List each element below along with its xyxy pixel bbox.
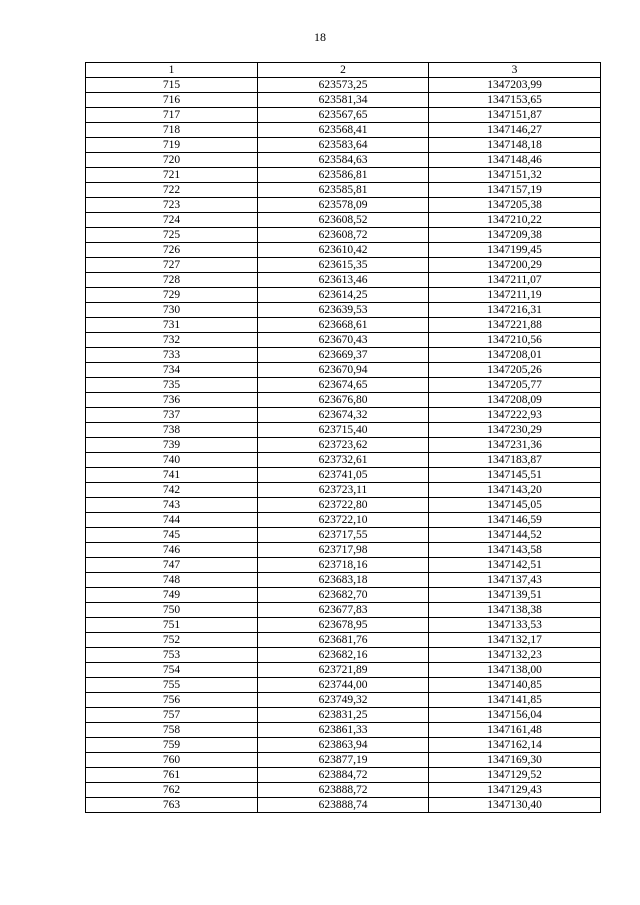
table-row — [86, 123, 601, 138]
point-number-cell: 726 — [86, 243, 258, 258]
table-row — [86, 423, 601, 438]
y-coordinate-cell: 1347140,85 — [429, 678, 601, 693]
y-coordinate-cell: 1347132,23 — [429, 648, 601, 663]
y-coordinate-cell: 1347145,51 — [429, 468, 601, 483]
table-row — [86, 528, 601, 543]
point-number-cell: 755 — [86, 678, 258, 693]
y-coordinate-cell: 1347129,52 — [429, 768, 601, 783]
y-coordinate-cell: 1347143,20 — [429, 483, 601, 498]
point-number-cell: 746 — [86, 543, 258, 558]
point-number-cell: 729 — [86, 288, 258, 303]
y-coordinate-cell: 1347137,43 — [429, 573, 601, 588]
point-number-cell: 736 — [86, 393, 258, 408]
table-row — [86, 558, 601, 573]
y-coordinate-cell: 1347169,30 — [429, 753, 601, 768]
x-coordinate-cell: 623614,25 — [258, 288, 429, 303]
point-number-cell: 758 — [86, 723, 258, 738]
page-number: 18 — [314, 30, 326, 44]
x-coordinate-cell: 623585,81 — [258, 183, 429, 198]
table-row — [86, 138, 601, 153]
x-coordinate-cell: 623573,25 — [258, 78, 429, 93]
table-row — [86, 438, 601, 453]
table-row — [86, 723, 601, 738]
point-number-cell: 731 — [86, 318, 258, 333]
x-coordinate-cell: 623668,61 — [258, 318, 429, 333]
point-number-cell: 722 — [86, 183, 258, 198]
x-coordinate-cell: 623888,72 — [258, 783, 429, 798]
point-number-cell: 756 — [86, 693, 258, 708]
y-coordinate-cell: 1347200,29 — [429, 258, 601, 273]
y-coordinate-cell: 1347138,00 — [429, 663, 601, 678]
x-coordinate-cell: 623578,09 — [258, 198, 429, 213]
point-number-cell: 725 — [86, 228, 258, 243]
y-coordinate-cell: 1347146,59 — [429, 513, 601, 528]
y-coordinate-cell: 1347210,56 — [429, 333, 601, 348]
table-row — [86, 318, 601, 333]
point-number-cell: 724 — [86, 213, 258, 228]
x-coordinate-cell: 623674,65 — [258, 378, 429, 393]
x-coordinate-cell: 623681,76 — [258, 633, 429, 648]
point-number-cell: 743 — [86, 498, 258, 513]
y-coordinate-cell: 1347216,31 — [429, 303, 601, 318]
table-row — [86, 573, 601, 588]
y-coordinate-cell: 1347151,32 — [429, 168, 601, 183]
x-coordinate-cell: 623718,16 — [258, 558, 429, 573]
point-number-cell: 762 — [86, 783, 258, 798]
x-coordinate-cell: 623669,37 — [258, 348, 429, 363]
table-row — [86, 393, 601, 408]
y-coordinate-cell: 1347205,77 — [429, 378, 601, 393]
x-coordinate-cell: 623717,55 — [258, 528, 429, 543]
y-coordinate-cell: 1347129,43 — [429, 783, 601, 798]
point-number-cell: 757 — [86, 708, 258, 723]
table-row — [86, 543, 601, 558]
table-row — [86, 168, 601, 183]
point-number-cell: 738 — [86, 423, 258, 438]
y-coordinate-cell: 1347161,48 — [429, 723, 601, 738]
table-row — [86, 468, 601, 483]
x-coordinate-cell: 623861,33 — [258, 723, 429, 738]
table-row — [86, 303, 601, 318]
point-number-cell: 720 — [86, 153, 258, 168]
x-coordinate-cell: 623584,63 — [258, 153, 429, 168]
y-coordinate-cell: 1347144,52 — [429, 528, 601, 543]
y-coordinate-cell: 1347209,38 — [429, 228, 601, 243]
point-number-cell: 719 — [86, 138, 258, 153]
x-coordinate-cell: 623568,41 — [258, 123, 429, 138]
point-number-cell: 732 — [86, 333, 258, 348]
point-number-cell: 754 — [86, 663, 258, 678]
y-coordinate-cell: 1347208,09 — [429, 393, 601, 408]
point-number-cell: 742 — [86, 483, 258, 498]
table-row — [86, 783, 601, 798]
x-coordinate-cell: 623721,89 — [258, 663, 429, 678]
point-number-cell: 759 — [86, 738, 258, 753]
table-row — [86, 183, 601, 198]
table-row — [86, 453, 601, 468]
y-coordinate-cell: 1347208,01 — [429, 348, 601, 363]
x-coordinate-cell: 623683,18 — [258, 573, 429, 588]
y-coordinate-cell: 1347156,04 — [429, 708, 601, 723]
x-coordinate-cell: 623722,80 — [258, 498, 429, 513]
point-number-cell: 716 — [86, 93, 258, 108]
y-coordinate-cell: 1347211,07 — [429, 273, 601, 288]
point-number-cell: 718 — [86, 123, 258, 138]
table-row — [86, 798, 601, 813]
y-coordinate-cell: 1347138,38 — [429, 603, 601, 618]
x-coordinate-cell: 623715,40 — [258, 423, 429, 438]
y-coordinate-cell: 1347148,18 — [429, 138, 601, 153]
point-number-cell: 752 — [86, 633, 258, 648]
y-coordinate-cell: 1347211,19 — [429, 288, 601, 303]
table-row — [86, 408, 601, 423]
x-coordinate-cell: 623639,53 — [258, 303, 429, 318]
table-row — [86, 228, 601, 243]
x-coordinate-cell: 623682,16 — [258, 648, 429, 663]
y-coordinate-cell: 1347153,65 — [429, 93, 601, 108]
point-number-cell: 741 — [86, 468, 258, 483]
point-number-cell: 761 — [86, 768, 258, 783]
table-row — [86, 633, 601, 648]
y-coordinate-cell: 1347231,36 — [429, 438, 601, 453]
point-number-cell: 730 — [86, 303, 258, 318]
table-row — [86, 78, 601, 93]
table-row — [86, 693, 601, 708]
x-coordinate-cell: 623732,61 — [258, 453, 429, 468]
y-coordinate-cell: 1347205,26 — [429, 363, 601, 378]
x-coordinate-cell: 623863,94 — [258, 738, 429, 753]
point-number-cell: 747 — [86, 558, 258, 573]
table-row — [86, 153, 601, 168]
x-coordinate-cell: 623677,83 — [258, 603, 429, 618]
table-row — [86, 588, 601, 603]
header-row — [86, 63, 601, 78]
point-number-cell: 735 — [86, 378, 258, 393]
table-row — [86, 258, 601, 273]
y-coordinate-cell: 1347132,17 — [429, 633, 601, 648]
x-coordinate-cell: 623610,42 — [258, 243, 429, 258]
point-number-cell: 763 — [86, 798, 258, 813]
y-coordinate-cell: 1347183,87 — [429, 453, 601, 468]
table-row — [86, 603, 601, 618]
table-body — [86, 78, 601, 813]
y-coordinate-cell: 1347148,46 — [429, 153, 601, 168]
x-coordinate-cell: 623670,43 — [258, 333, 429, 348]
point-number-cell: 748 — [86, 573, 258, 588]
table-row — [86, 483, 601, 498]
x-coordinate-cell: 623615,35 — [258, 258, 429, 273]
table-row — [86, 288, 601, 303]
table-row — [86, 753, 601, 768]
coordinates-table — [85, 62, 601, 813]
table-row — [86, 618, 601, 633]
table-row — [86, 93, 601, 108]
y-coordinate-cell: 1347157,19 — [429, 183, 601, 198]
x-coordinate-cell: 623722,10 — [258, 513, 429, 528]
table-header — [86, 63, 601, 78]
point-number-cell: 723 — [86, 198, 258, 213]
y-coordinate-cell: 1347141,85 — [429, 693, 601, 708]
table-row — [86, 708, 601, 723]
y-coordinate-cell: 1347199,45 — [429, 243, 601, 258]
x-coordinate-cell: 623608,52 — [258, 213, 429, 228]
y-coordinate-cell: 1347151,87 — [429, 108, 601, 123]
x-coordinate-cell: 623674,32 — [258, 408, 429, 423]
x-coordinate-cell: 623744,00 — [258, 678, 429, 693]
point-number-cell: 728 — [86, 273, 258, 288]
y-coordinate-cell: 1347203,99 — [429, 78, 601, 93]
table-row — [86, 513, 601, 528]
y-coordinate-cell: 1347221,88 — [429, 318, 601, 333]
x-coordinate-cell: 623583,64 — [258, 138, 429, 153]
point-number-cell: 760 — [86, 753, 258, 768]
point-number-cell: 750 — [86, 603, 258, 618]
table-row — [86, 738, 601, 753]
point-number-cell: 739 — [86, 438, 258, 453]
header-col-1: 1 — [86, 63, 258, 78]
y-coordinate-cell: 1347205,38 — [429, 198, 601, 213]
point-number-cell: 715 — [86, 78, 258, 93]
point-number-cell: 745 — [86, 528, 258, 543]
y-coordinate-cell: 1347130,40 — [429, 798, 601, 813]
point-number-cell: 749 — [86, 588, 258, 603]
y-coordinate-cell: 1347145,05 — [429, 498, 601, 513]
point-number-cell: 734 — [86, 363, 258, 378]
point-number-cell: 744 — [86, 513, 258, 528]
x-coordinate-cell: 623877,19 — [258, 753, 429, 768]
x-coordinate-cell: 623676,80 — [258, 393, 429, 408]
point-number-cell: 733 — [86, 348, 258, 363]
x-coordinate-cell: 623586,81 — [258, 168, 429, 183]
table-row — [86, 498, 601, 513]
point-number-cell: 751 — [86, 618, 258, 633]
y-coordinate-cell: 1347162,14 — [429, 738, 601, 753]
x-coordinate-cell: 623717,98 — [258, 543, 429, 558]
table-row — [86, 333, 601, 348]
table-row — [86, 768, 601, 783]
y-coordinate-cell: 1347143,58 — [429, 543, 601, 558]
x-coordinate-cell: 623608,72 — [258, 228, 429, 243]
table-row — [86, 243, 601, 258]
x-coordinate-cell: 623581,34 — [258, 93, 429, 108]
point-number-cell: 721 — [86, 168, 258, 183]
y-coordinate-cell: 1347222,93 — [429, 408, 601, 423]
x-coordinate-cell: 623613,46 — [258, 273, 429, 288]
y-coordinate-cell: 1347230,29 — [429, 423, 601, 438]
x-coordinate-cell: 623567,65 — [258, 108, 429, 123]
point-number-cell: 737 — [86, 408, 258, 423]
x-coordinate-cell: 623670,94 — [258, 363, 429, 378]
y-coordinate-cell: 1347210,22 — [429, 213, 601, 228]
x-coordinate-cell: 623723,11 — [258, 483, 429, 498]
table-row — [86, 378, 601, 393]
y-coordinate-cell: 1347139,51 — [429, 588, 601, 603]
x-coordinate-cell: 623749,32 — [258, 693, 429, 708]
x-coordinate-cell: 623682,70 — [258, 588, 429, 603]
table-row — [86, 198, 601, 213]
table-row — [86, 648, 601, 663]
x-coordinate-cell: 623723,62 — [258, 438, 429, 453]
x-coordinate-cell: 623888,74 — [258, 798, 429, 813]
point-number-cell: 740 — [86, 453, 258, 468]
y-coordinate-cell: 1347133,53 — [429, 618, 601, 633]
table-row — [86, 213, 601, 228]
point-number-cell: 753 — [86, 648, 258, 663]
table-row — [86, 273, 601, 288]
y-coordinate-cell: 1347146,27 — [429, 123, 601, 138]
table-row — [86, 678, 601, 693]
x-coordinate-cell: 623884,72 — [258, 768, 429, 783]
table-row — [86, 108, 601, 123]
x-coordinate-cell: 623678,95 — [258, 618, 429, 633]
header-col-2: 2 — [258, 63, 429, 78]
table-row — [86, 348, 601, 363]
y-coordinate-cell: 1347142,51 — [429, 558, 601, 573]
header-col-3: 3 — [429, 63, 601, 78]
x-coordinate-cell: 623741,05 — [258, 468, 429, 483]
table-row — [86, 663, 601, 678]
x-coordinate-cell: 623831,25 — [258, 708, 429, 723]
point-number-cell: 717 — [86, 108, 258, 123]
point-number-cell: 727 — [86, 258, 258, 273]
table-row — [86, 363, 601, 378]
